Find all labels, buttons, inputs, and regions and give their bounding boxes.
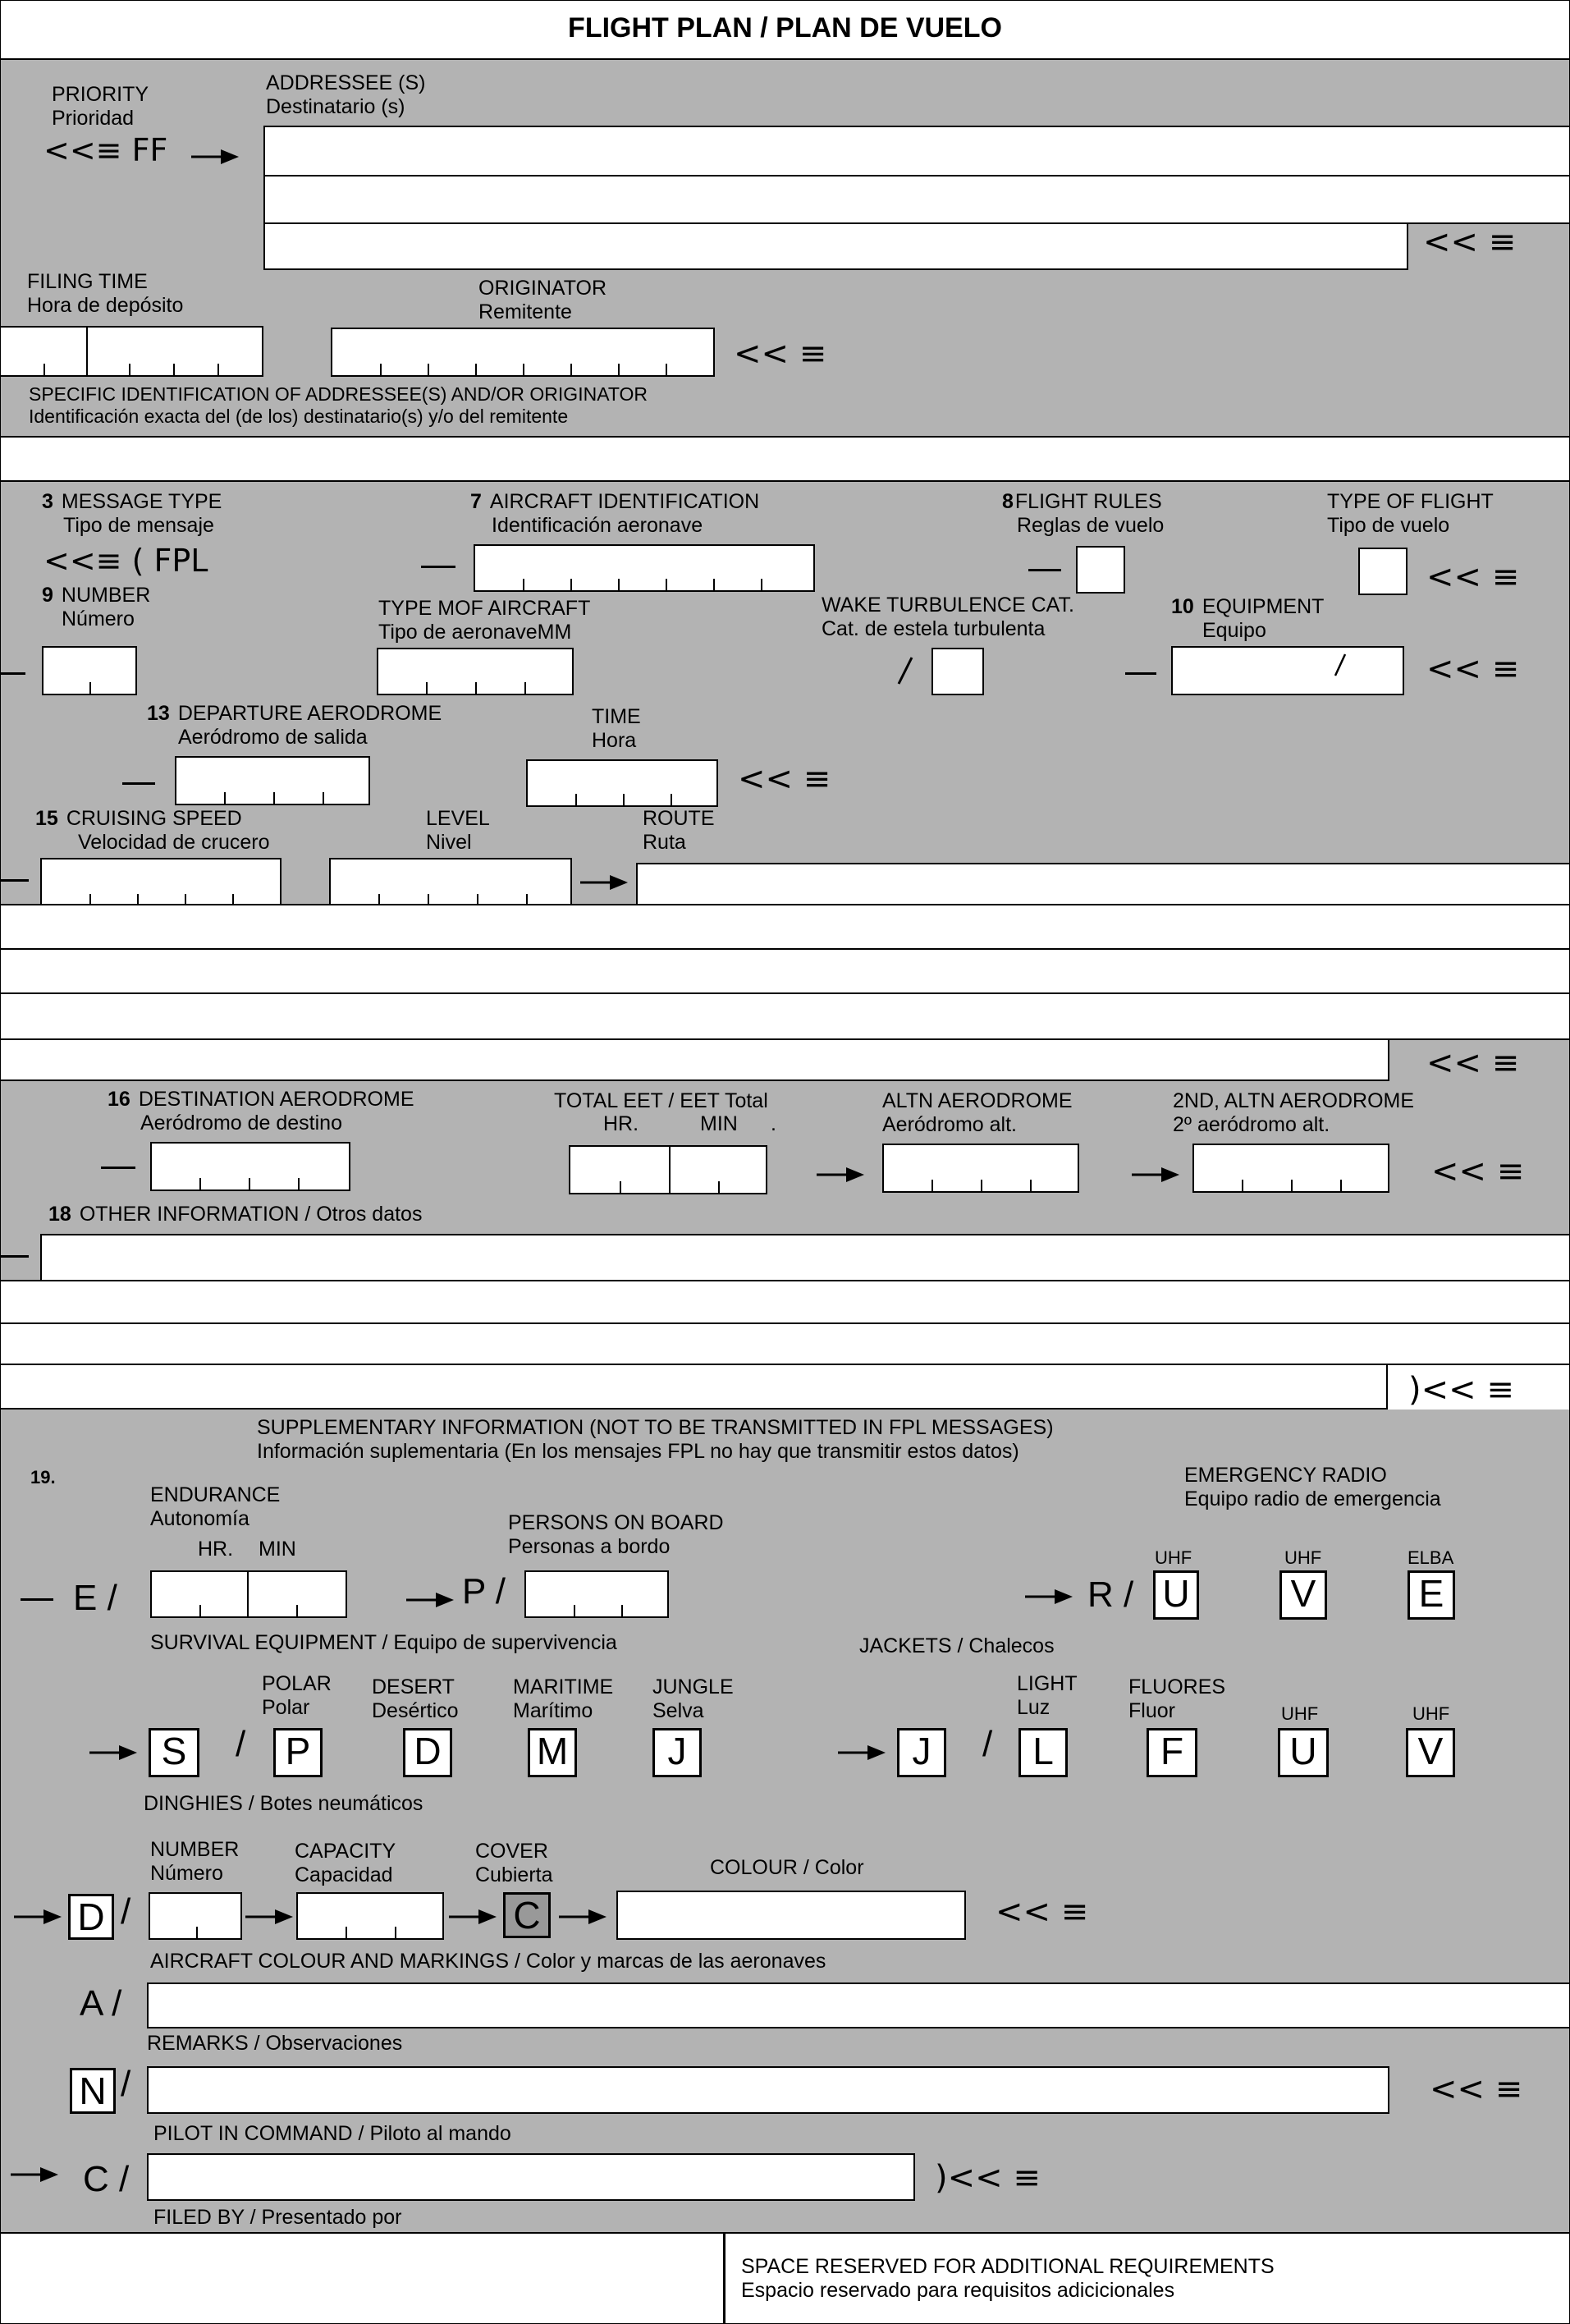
route-line[interactable]	[1, 992, 1569, 1040]
radio-e-box[interactable]: E	[1408, 1570, 1455, 1620]
priority-prefix: <<≡ FF	[43, 132, 168, 168]
filed-by-field[interactable]	[1, 2234, 725, 2323]
title-en: FLIGHT PLAN /	[568, 12, 776, 44]
survival-j-box[interactable]: J	[652, 1728, 702, 1777]
message-type-label: 3 MESSAGE TYPE Tipo de mensaje	[42, 490, 222, 537]
survival-desert-label: DESERT Desértico	[372, 1675, 459, 1722]
dash	[421, 566, 455, 568]
dinghies-colour-field[interactable]	[616, 1891, 966, 1940]
emergency-radio-label: EMERGENCY RADIO Equipo radio de emergencia	[1184, 1464, 1441, 1510]
aircraft-id-field[interactable]	[474, 544, 815, 592]
number-field[interactable]	[42, 646, 137, 695]
endurance-label: ENDURANCE Autonomía	[150, 1483, 281, 1530]
end-marker: << ≡	[734, 335, 827, 373]
end-marker: << ≡	[1426, 1044, 1520, 1082]
altn2-field[interactable]	[1192, 1144, 1389, 1193]
level-label: LEVEL Nivel	[426, 807, 490, 854]
item-19-number: 19.	[30, 1467, 56, 1487]
remarks-n-box[interactable]: N	[70, 2068, 116, 2114]
jackets-u-box[interactable]: U	[1278, 1728, 1329, 1777]
arrow-icon	[245, 1907, 295, 1927]
time-field[interactable]	[526, 759, 718, 807]
arrow-icon	[559, 1907, 608, 1927]
jackets-j-box[interactable]: J	[897, 1728, 946, 1777]
filing-time-field[interactable]	[1, 326, 263, 377]
flight-rules-label: 8FLIGHT RULES Reglas de vuelo	[1002, 490, 1165, 537]
jackets-l-box[interactable]: L	[1018, 1728, 1068, 1777]
remarks-field[interactable]	[147, 2066, 1389, 2114]
wake-turbulence-label: WAKE TURBULENCE CAT. Cat. de estela turbulenta	[822, 594, 1074, 640]
other-info-line[interactable]	[1, 1322, 1569, 1365]
dinghies-cover-label: COVER Cubierta	[475, 1840, 553, 1886]
aircraft-id-label: 7 AIRCRAFT IDENTIFICATION Identificación aeronave	[470, 490, 760, 537]
arrow-icon	[580, 873, 629, 892]
closing-marker: )<< ≡	[1408, 1371, 1514, 1409]
end-marker: << ≡	[1431, 1153, 1525, 1190]
departure-field[interactable]	[175, 756, 370, 805]
radio-v-box[interactable]: V	[1279, 1570, 1327, 1620]
eet-hr-label: HR.	[603, 1112, 639, 1135]
originator-label: ORIGINATOR Remitente	[478, 277, 607, 323]
type-aircraft-label: TYPE MOF AIRCRAFT Tipo de aeronaveMM	[378, 597, 591, 644]
pilot-c: C /	[83, 2159, 130, 2199]
dinghies-d-box[interactable]: D	[68, 1894, 114, 1940]
survival-maritime-label: MARITIME Marítimo	[513, 1675, 614, 1722]
jackets-light-label: LIGHT Luz	[1017, 1672, 1078, 1719]
endurance-min-label: MIN	[259, 1538, 296, 1561]
jackets-label: JACKETS / Chalecos	[859, 1634, 1055, 1657]
dash	[21, 1598, 53, 1601]
vertical-divider	[723, 2234, 725, 2323]
arrow-icon	[449, 1907, 498, 1927]
endurance-e: E /	[73, 1578, 117, 1618]
flight-rules-field[interactable]	[1076, 546, 1125, 594]
arrow-icon	[11, 2165, 60, 2184]
survival-s-box[interactable]: S	[149, 1728, 199, 1777]
end-marker: << ≡	[1426, 558, 1520, 596]
dinghies-number-field[interactable]	[149, 1892, 242, 1940]
other-info-label: 18 OTHER INFORMATION / Otros datos	[48, 1203, 423, 1226]
arrow-icon	[1132, 1165, 1181, 1185]
addressee-label: ADDRESSEE (S) Destinatario (s)	[266, 71, 426, 118]
dinghies-capacity-field[interactable]	[296, 1892, 444, 1940]
arrow-icon	[817, 1165, 866, 1185]
dash	[1, 672, 25, 675]
end-marker: << ≡	[1426, 650, 1520, 688]
closing-marker: )<< ≡	[935, 2159, 1041, 2197]
survival-jungle-label: JUNGLE Selva	[652, 1675, 734, 1722]
type-aircraft-field[interactable]	[377, 648, 574, 695]
altn-label: ALTN AERODROME Aeródromo alt.	[882, 1089, 1073, 1136]
addressee-field-2[interactable]	[263, 175, 1569, 224]
cruising-speed-label: 15 CRUISING SPEED Velocidad de crucero	[35, 807, 270, 854]
endurance-hr-label: HR.	[198, 1538, 234, 1561]
title-es: PLAN DE VUELO	[776, 12, 1002, 44]
space-reserved-label: SPACE RESERVED FOR ADDITIONAL REQUIREMENTS Espacio reservado para requisitos adicicionales	[741, 2255, 1275, 2302]
pilot-label: PILOT IN COMMAND / Piloto al mando	[153, 2122, 511, 2145]
dinghies-colour-label: COLOUR / Color	[710, 1856, 864, 1879]
altn2-label: 2ND, ALTN AERODROME 2º aeródromo alt.	[1173, 1089, 1415, 1136]
pilot-field[interactable]	[147, 2153, 915, 2201]
radio-r: R /	[1087, 1575, 1134, 1615]
time-label: TIME Hora	[592, 705, 641, 752]
endurance-field[interactable]	[150, 1570, 347, 1618]
radio-vhf-label: UHF	[1284, 1547, 1322, 1568]
survival-polar-label: POLAR Polar	[262, 1672, 332, 1719]
arrow-icon	[191, 147, 240, 167]
arrow-icon	[1025, 1587, 1074, 1607]
aircraft-colour-a: A /	[80, 1983, 122, 2024]
dinghies-cover-c-box[interactable]: C	[503, 1892, 551, 1938]
radio-uhf-label: UHF	[1155, 1547, 1192, 1568]
dash	[101, 1167, 135, 1169]
message-type-value: <<≡ ( FPL	[43, 543, 208, 579]
dash	[1125, 672, 1156, 675]
persons-on-board-label: PERSONS ON BOARD Personas a bordo	[508, 1511, 724, 1558]
survival-equipment-label: SURVIVAL EQUIPMENT / Equipo de supervivencia	[150, 1631, 617, 1654]
remarks-label: REMARKS / Observaciones	[147, 2032, 403, 2055]
eet-dot: .	[771, 1112, 776, 1135]
jackets-slash: /	[982, 1724, 993, 1764]
jackets-vhf-label: UHF	[1412, 1703, 1450, 1724]
route-label: ROUTE Ruta	[643, 807, 715, 854]
dash	[122, 782, 155, 785]
type-of-flight-field[interactable]	[1358, 548, 1408, 595]
dash	[1, 879, 29, 882]
addressee-field-1[interactable]	[263, 126, 1569, 176]
jackets-v-box[interactable]: V	[1406, 1728, 1455, 1777]
remarks-slash: /	[121, 2064, 131, 2104]
arrow-icon	[838, 1743, 887, 1762]
arrow-icon	[406, 1590, 455, 1610]
survival-d-box[interactable]: D	[403, 1728, 452, 1777]
route-field[interactable]	[636, 863, 1569, 905]
dinghies-capacity-label: CAPACITY Capacidad	[295, 1840, 396, 1886]
destination-label: 16 DESTINATION AERODROME Aeródromo de destino	[108, 1088, 414, 1134]
dinghies-number-label: NUMBER Número	[150, 1838, 240, 1885]
departure-label: 13 DEPARTURE AERODROME Aeródromo de salida	[147, 702, 442, 749]
filing-time-label: FILING TIME Hora de depósito	[27, 270, 184, 317]
aircraft-colour-field[interactable]	[147, 1983, 1569, 2028]
specific-id-field[interactable]	[1, 436, 1569, 482]
filed-by-label: FILED BY / Presentado por	[153, 2206, 402, 2229]
total-eet-label: TOTAL EET / EET Total	[554, 1089, 768, 1112]
wake-turbulence-field[interactable]	[931, 648, 984, 695]
level-field[interactable]	[329, 858, 572, 907]
type-of-flight-label: TYPE OF FLIGHT Tipo de vuelo	[1327, 490, 1494, 537]
supplementary-title: SUPPLEMENTARY INFORMATION (NOT TO BE TRANSMITTED IN FPL MESSAGES) Información suplementaria (En los mensajes FPL no hay que transmitir estos datos)	[257, 1416, 1054, 1463]
equipment-label: 10 EQUIPMENT Equipo	[1171, 595, 1325, 642]
pob-p: P /	[462, 1571, 506, 1611]
other-info-line[interactable]	[1, 1280, 1569, 1324]
number-label: 9 NUMBER Número	[42, 584, 151, 630]
dash	[1028, 569, 1061, 571]
end-marker: << ≡	[1423, 223, 1517, 261]
altn-field[interactable]	[882, 1144, 1079, 1193]
radio-u-box[interactable]: U	[1153, 1570, 1199, 1620]
end-marker: << ≡	[738, 760, 831, 798]
priority-label: PRIORITY Prioridad	[52, 83, 149, 130]
end-marker: << ≡	[1430, 2070, 1523, 2108]
cruising-speed-field[interactable]	[40, 858, 282, 907]
specific-id-label: SPECIFIC IDENTIFICATION OF ADDRESSEE(S) AND/OR ORIGINATOR Identificación exacta del (de los) destinatario(s) y/o del remitente	[29, 383, 648, 427]
dinghies-slash: /	[121, 1891, 131, 1932]
arrow-icon	[14, 1907, 63, 1927]
form-title	[1, 1, 1569, 58]
jackets-uhf-label: UHF	[1281, 1703, 1319, 1724]
survival-slash: /	[236, 1724, 246, 1764]
addressee-field-3[interactable]	[263, 222, 1408, 270]
other-info-line[interactable]	[1, 1364, 1388, 1410]
eet-min-label: MIN	[700, 1112, 738, 1135]
destination-field[interactable]	[150, 1142, 350, 1191]
dash	[1, 1255, 29, 1258]
survival-m-box[interactable]: M	[528, 1728, 577, 1777]
jackets-fluores-label: FLUORES Fluor	[1128, 1675, 1226, 1722]
equipment-field[interactable]	[1171, 646, 1404, 695]
dinghies-label: DINGHIES / Botes neumáticos	[144, 1792, 423, 1815]
slash-icon	[895, 656, 915, 685]
other-info-field[interactable]	[40, 1234, 1569, 1281]
end-marker: << ≡	[996, 1893, 1089, 1931]
route-line[interactable]	[1, 904, 1569, 950]
arrow-icon	[89, 1743, 139, 1762]
jackets-f-box[interactable]: F	[1147, 1728, 1197, 1777]
aircraft-colour-label: AIRCRAFT COLOUR AND MARKINGS / Color y marcas de las aeronaves	[150, 1950, 826, 1973]
radio-elba-label: ELBA	[1408, 1547, 1454, 1568]
route-line[interactable]	[1, 948, 1569, 994]
originator-field[interactable]	[331, 328, 715, 377]
total-eet-field[interactable]	[569, 1145, 767, 1194]
persons-on-board-field[interactable]	[524, 1570, 669, 1618]
survival-p-box[interactable]: P	[273, 1728, 323, 1777]
route-line[interactable]	[1, 1038, 1389, 1081]
